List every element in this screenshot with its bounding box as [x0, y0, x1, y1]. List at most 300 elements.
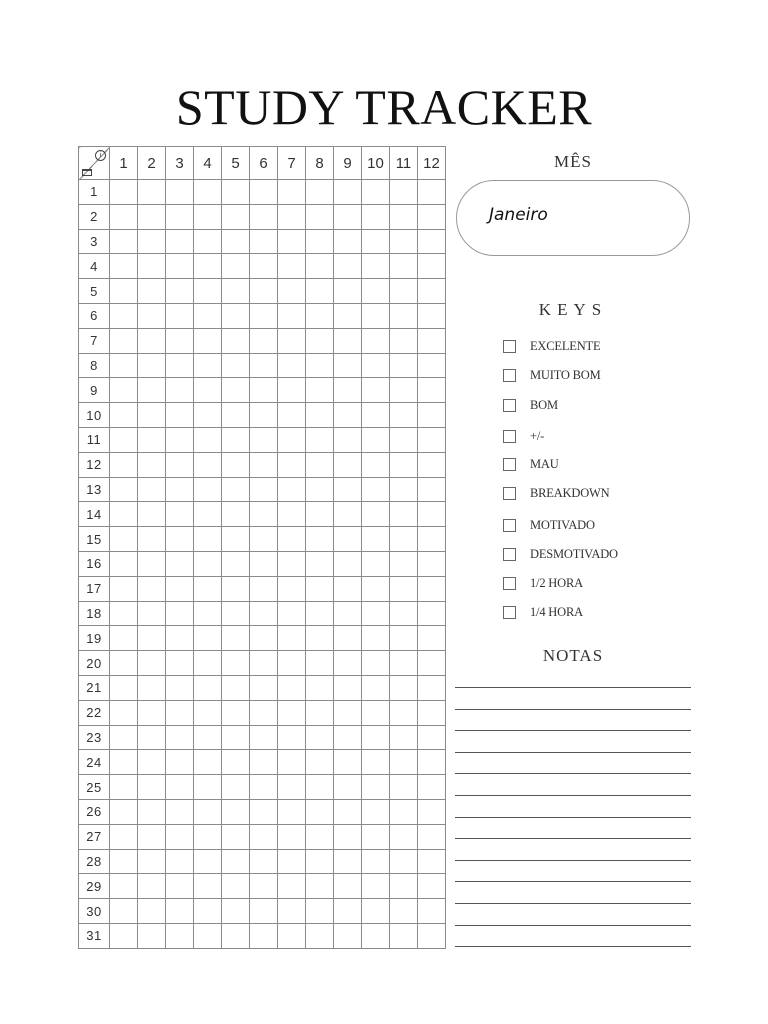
tracker-cell[interactable]	[138, 849, 166, 874]
tracker-cell[interactable]	[418, 403, 446, 428]
tracker-cell[interactable]	[278, 378, 306, 403]
tracker-cell[interactable]	[250, 576, 278, 601]
tracker-cell[interactable]	[278, 477, 306, 502]
tracker-cell[interactable]	[194, 378, 222, 403]
tracker-cell[interactable]	[138, 303, 166, 328]
tracker-cell[interactable]	[166, 601, 194, 626]
tracker-cell[interactable]	[110, 675, 138, 700]
tracker-cell[interactable]	[418, 725, 446, 750]
note-line[interactable]	[455, 838, 691, 839]
tracker-cell[interactable]	[222, 725, 250, 750]
tracker-cell[interactable]	[306, 700, 334, 725]
tracker-cell[interactable]	[390, 328, 418, 353]
tracker-cell[interactable]	[250, 427, 278, 452]
tracker-cell[interactable]	[362, 824, 390, 849]
tracker-cell[interactable]	[334, 527, 362, 552]
tracker-cell[interactable]	[334, 353, 362, 378]
tracker-cell[interactable]	[166, 303, 194, 328]
tracker-cell[interactable]	[194, 626, 222, 651]
tracker-cell[interactable]	[194, 874, 222, 899]
tracker-cell[interactable]	[334, 576, 362, 601]
tracker-cell[interactable]	[194, 180, 222, 205]
tracker-cell[interactable]	[194, 403, 222, 428]
key-checkbox[interactable]	[503, 548, 516, 561]
tracker-cell[interactable]	[166, 874, 194, 899]
tracker-cell[interactable]	[222, 824, 250, 849]
tracker-cell[interactable]	[194, 353, 222, 378]
tracker-cell[interactable]	[362, 923, 390, 948]
tracker-cell[interactable]	[334, 725, 362, 750]
tracker-cell[interactable]	[250, 204, 278, 229]
tracker-cell[interactable]	[278, 452, 306, 477]
tracker-cell[interactable]	[138, 204, 166, 229]
tracker-cell[interactable]	[194, 279, 222, 304]
key-item[interactable]	[503, 485, 609, 501]
tracker-cell[interactable]	[334, 303, 362, 328]
tracker-cell[interactable]	[306, 254, 334, 279]
tracker-cell[interactable]	[138, 378, 166, 403]
tracker-cell[interactable]	[334, 452, 362, 477]
tracker-cell[interactable]	[222, 502, 250, 527]
tracker-cell[interactable]	[194, 254, 222, 279]
tracker-cell[interactable]	[110, 328, 138, 353]
tracker-cell[interactable]	[250, 328, 278, 353]
tracker-cell[interactable]	[362, 353, 390, 378]
tracker-cell[interactable]	[110, 601, 138, 626]
tracker-cell[interactable]	[362, 775, 390, 800]
tracker-cell[interactable]	[138, 328, 166, 353]
tracker-cell[interactable]	[110, 180, 138, 205]
tracker-cell[interactable]	[166, 527, 194, 552]
tracker-cell[interactable]	[418, 874, 446, 899]
tracker-cell[interactable]	[166, 378, 194, 403]
note-line[interactable]	[455, 709, 691, 710]
tracker-cell[interactable]	[166, 328, 194, 353]
tracker-cell[interactable]	[166, 427, 194, 452]
tracker-cell[interactable]	[194, 204, 222, 229]
note-line[interactable]	[455, 817, 691, 818]
tracker-cell[interactable]	[110, 750, 138, 775]
key-checkbox[interactable]	[503, 577, 516, 590]
tracker-cell[interactable]	[194, 477, 222, 502]
tracker-cell[interactable]	[362, 651, 390, 676]
tracker-cell[interactable]	[138, 923, 166, 948]
tracker-cell[interactable]	[362, 601, 390, 626]
tracker-cell[interactable]	[222, 353, 250, 378]
tracker-cell[interactable]	[138, 874, 166, 899]
tracker-cell[interactable]	[110, 849, 138, 874]
note-line[interactable]	[455, 730, 691, 731]
tracker-cell[interactable]	[166, 849, 194, 874]
tracker-cell[interactable]	[418, 502, 446, 527]
tracker-cell[interactable]	[390, 824, 418, 849]
tracker-cell[interactable]	[138, 279, 166, 304]
tracker-cell[interactable]	[222, 527, 250, 552]
tracker-cell[interactable]	[110, 427, 138, 452]
tracker-cell[interactable]	[418, 651, 446, 676]
tracker-cell[interactable]	[306, 551, 334, 576]
note-line[interactable]	[455, 795, 691, 796]
tracker-cell[interactable]	[250, 303, 278, 328]
tracker-cell[interactable]	[334, 824, 362, 849]
tracker-cell[interactable]	[390, 651, 418, 676]
tracker-cell[interactable]	[222, 700, 250, 725]
tracker-cell[interactable]	[222, 204, 250, 229]
tracker-cell[interactable]	[194, 551, 222, 576]
tracker-cell[interactable]	[306, 775, 334, 800]
tracker-cell[interactable]	[306, 824, 334, 849]
tracker-cell[interactable]	[334, 477, 362, 502]
tracker-cell[interactable]	[222, 328, 250, 353]
tracker-cell[interactable]	[362, 204, 390, 229]
tracker-cell[interactable]	[166, 502, 194, 527]
tracker-cell[interactable]	[194, 527, 222, 552]
tracker-cell[interactable]	[278, 353, 306, 378]
tracker-cell[interactable]	[250, 923, 278, 948]
tracker-cell[interactable]	[166, 899, 194, 924]
tracker-cell[interactable]	[390, 180, 418, 205]
tracker-cell[interactable]	[390, 477, 418, 502]
tracker-cell[interactable]	[362, 427, 390, 452]
tracker-cell[interactable]	[306, 353, 334, 378]
tracker-cell[interactable]	[222, 899, 250, 924]
tracker-cell[interactable]	[250, 180, 278, 205]
tracker-cell[interactable]	[278, 303, 306, 328]
tracker-cell[interactable]	[138, 700, 166, 725]
tracker-cell[interactable]	[138, 601, 166, 626]
tracker-cell[interactable]	[418, 427, 446, 452]
tracker-cell[interactable]	[306, 180, 334, 205]
tracker-cell[interactable]	[362, 502, 390, 527]
key-checkbox[interactable]	[503, 369, 516, 382]
tracker-cell[interactable]	[278, 675, 306, 700]
tracker-cell[interactable]	[166, 452, 194, 477]
tracker-cell[interactable]	[222, 651, 250, 676]
tracker-cell[interactable]	[278, 427, 306, 452]
tracker-cell[interactable]	[166, 626, 194, 651]
tracker-cell[interactable]	[110, 452, 138, 477]
tracker-cell[interactable]	[110, 626, 138, 651]
tracker-cell[interactable]	[278, 700, 306, 725]
tracker-cell[interactable]	[278, 626, 306, 651]
tracker-cell[interactable]	[390, 601, 418, 626]
tracker-cell[interactable]	[306, 477, 334, 502]
tracker-cell[interactable]	[222, 229, 250, 254]
key-item[interactable]	[503, 367, 601, 383]
tracker-cell[interactable]	[222, 378, 250, 403]
key-item[interactable]	[503, 546, 618, 562]
tracker-cell[interactable]	[194, 601, 222, 626]
tracker-cell[interactable]	[222, 799, 250, 824]
tracker-cell[interactable]	[362, 700, 390, 725]
tracker-cell[interactable]	[362, 303, 390, 328]
tracker-cell[interactable]	[222, 403, 250, 428]
tracker-cell[interactable]	[110, 254, 138, 279]
tracker-cell[interactable]	[334, 874, 362, 899]
tracker-cell[interactable]	[166, 576, 194, 601]
tracker-cell[interactable]	[390, 527, 418, 552]
tracker-cell[interactable]	[110, 279, 138, 304]
tracker-cell[interactable]	[278, 799, 306, 824]
tracker-cell[interactable]	[194, 502, 222, 527]
tracker-cell[interactable]	[390, 675, 418, 700]
tracker-cell[interactable]	[250, 527, 278, 552]
tracker-cell[interactable]	[222, 477, 250, 502]
tracker-cell[interactable]	[138, 452, 166, 477]
tracker-cell[interactable]	[278, 849, 306, 874]
tracker-cell[interactable]	[390, 229, 418, 254]
tracker-cell[interactable]	[390, 849, 418, 874]
tracker-cell[interactable]	[194, 427, 222, 452]
tracker-cell[interactable]	[194, 452, 222, 477]
tracker-cell[interactable]	[194, 725, 222, 750]
tracker-cell[interactable]	[362, 675, 390, 700]
tracker-cell[interactable]	[194, 775, 222, 800]
tracker-cell[interactable]	[278, 601, 306, 626]
tracker-cell[interactable]	[418, 279, 446, 304]
tracker-cell[interactable]	[110, 229, 138, 254]
tracker-cell[interactable]	[166, 775, 194, 800]
tracker-cell[interactable]	[250, 229, 278, 254]
tracker-cell[interactable]	[362, 799, 390, 824]
tracker-cell[interactable]	[138, 775, 166, 800]
tracker-cell[interactable]	[334, 923, 362, 948]
tracker-cell[interactable]	[306, 452, 334, 477]
tracker-cell[interactable]	[418, 824, 446, 849]
tracker-cell[interactable]	[222, 303, 250, 328]
tracker-cell[interactable]	[138, 899, 166, 924]
tracker-cell[interactable]	[250, 601, 278, 626]
tracker-cell[interactable]	[250, 824, 278, 849]
tracker-cell[interactable]	[166, 353, 194, 378]
tracker-cell[interactable]	[110, 700, 138, 725]
tracker-cell[interactable]	[362, 279, 390, 304]
tracker-cell[interactable]	[194, 899, 222, 924]
tracker-cell[interactable]	[250, 899, 278, 924]
tracker-cell[interactable]	[418, 353, 446, 378]
tracker-cell[interactable]	[418, 254, 446, 279]
tracker-cell[interactable]	[418, 899, 446, 924]
tracker-cell[interactable]	[418, 477, 446, 502]
tracker-cell[interactable]	[306, 601, 334, 626]
tracker-cell[interactable]	[418, 204, 446, 229]
tracker-cell[interactable]	[334, 378, 362, 403]
tracker-cell[interactable]	[194, 750, 222, 775]
tracker-cell[interactable]	[390, 303, 418, 328]
tracker-cell[interactable]	[194, 576, 222, 601]
tracker-cell[interactable]	[166, 675, 194, 700]
tracker-cell[interactable]	[334, 229, 362, 254]
tracker-cell[interactable]	[390, 204, 418, 229]
tracker-cell[interactable]	[334, 700, 362, 725]
tracker-cell[interactable]	[362, 378, 390, 403]
tracker-cell[interactable]	[110, 651, 138, 676]
tracker-cell[interactable]	[222, 279, 250, 304]
tracker-cell[interactable]	[222, 849, 250, 874]
tracker-cell[interactable]	[306, 303, 334, 328]
tracker-cell[interactable]	[250, 626, 278, 651]
tracker-cell[interactable]	[166, 551, 194, 576]
tracker-cell[interactable]	[166, 403, 194, 428]
tracker-cell[interactable]	[306, 403, 334, 428]
tracker-cell[interactable]	[334, 799, 362, 824]
tracker-cell[interactable]	[138, 527, 166, 552]
tracker-cell[interactable]	[222, 874, 250, 899]
tracker-cell[interactable]	[250, 477, 278, 502]
tracker-cell[interactable]	[334, 601, 362, 626]
tracker-cell[interactable]	[138, 675, 166, 700]
tracker-cell[interactable]	[362, 477, 390, 502]
tracker-cell[interactable]	[278, 551, 306, 576]
tracker-cell[interactable]	[362, 576, 390, 601]
tracker-cell[interactable]	[306, 427, 334, 452]
note-line[interactable]	[455, 881, 691, 882]
tracker-cell[interactable]	[362, 849, 390, 874]
tracker-cell[interactable]	[390, 899, 418, 924]
tracker-cell[interactable]	[306, 229, 334, 254]
tracker-cell[interactable]	[222, 601, 250, 626]
tracker-cell[interactable]	[334, 279, 362, 304]
tracker-cell[interactable]	[278, 229, 306, 254]
tracker-cell[interactable]	[390, 254, 418, 279]
key-item[interactable]	[503, 517, 595, 533]
tracker-cell[interactable]	[278, 725, 306, 750]
tracker-cell[interactable]	[166, 279, 194, 304]
tracker-cell[interactable]	[166, 204, 194, 229]
tracker-cell[interactable]	[250, 675, 278, 700]
tracker-cell[interactable]	[138, 626, 166, 651]
tracker-cell[interactable]	[334, 403, 362, 428]
tracker-cell[interactable]	[418, 303, 446, 328]
key-checkbox[interactable]	[503, 340, 516, 353]
tracker-cell[interactable]	[110, 824, 138, 849]
tracker-cell[interactable]	[306, 527, 334, 552]
tracker-cell[interactable]	[334, 899, 362, 924]
note-line[interactable]	[455, 925, 691, 926]
tracker-cell[interactable]	[306, 378, 334, 403]
tracker-cell[interactable]	[194, 700, 222, 725]
tracker-cell[interactable]	[194, 651, 222, 676]
tracker-cell[interactable]	[278, 874, 306, 899]
tracker-cell[interactable]	[390, 452, 418, 477]
tracker-cell[interactable]	[306, 576, 334, 601]
tracker-cell[interactable]	[138, 353, 166, 378]
tracker-cell[interactable]	[278, 403, 306, 428]
tracker-cell[interactable]	[138, 799, 166, 824]
tracker-cell[interactable]	[138, 229, 166, 254]
tracker-cell[interactable]	[110, 899, 138, 924]
tracker-cell[interactable]	[250, 254, 278, 279]
tracker-cell[interactable]	[390, 502, 418, 527]
tracker-cell[interactable]	[418, 675, 446, 700]
tracker-cell[interactable]	[250, 849, 278, 874]
tracker-cell[interactable]	[194, 849, 222, 874]
tracker-cell[interactable]	[110, 353, 138, 378]
tracker-cell[interactable]	[362, 452, 390, 477]
tracker-cell[interactable]	[362, 750, 390, 775]
tracker-cell[interactable]	[194, 328, 222, 353]
tracker-cell[interactable]	[306, 750, 334, 775]
tracker-cell[interactable]	[334, 427, 362, 452]
tracker-cell[interactable]	[306, 923, 334, 948]
tracker-cell[interactable]	[110, 725, 138, 750]
tracker-cell[interactable]	[278, 502, 306, 527]
tracker-cell[interactable]	[306, 651, 334, 676]
tracker-cell[interactable]	[250, 700, 278, 725]
tracker-cell[interactable]	[278, 279, 306, 304]
tracker-cell[interactable]	[250, 279, 278, 304]
tracker-cell[interactable]	[110, 477, 138, 502]
tracker-cell[interactable]	[362, 626, 390, 651]
tracker-cell[interactable]	[418, 180, 446, 205]
tracker-cell[interactable]	[362, 527, 390, 552]
tracker-cell[interactable]	[278, 923, 306, 948]
tracker-cell[interactable]	[334, 750, 362, 775]
tracker-cell[interactable]	[306, 725, 334, 750]
tracker-cell[interactable]	[278, 328, 306, 353]
tracker-cell[interactable]	[418, 849, 446, 874]
note-line[interactable]	[455, 752, 691, 753]
tracker-cell[interactable]	[418, 229, 446, 254]
tracker-cell[interactable]	[110, 551, 138, 576]
note-line[interactable]	[455, 687, 691, 688]
tracker-cell[interactable]	[166, 700, 194, 725]
tracker-cell[interactable]	[138, 254, 166, 279]
key-item[interactable]	[503, 575, 583, 591]
tracker-cell[interactable]	[138, 403, 166, 428]
tracker-cell[interactable]	[334, 180, 362, 205]
tracker-cell[interactable]	[166, 254, 194, 279]
tracker-cell[interactable]	[110, 502, 138, 527]
tracker-cell[interactable]	[110, 378, 138, 403]
tracker-cell[interactable]	[362, 328, 390, 353]
tracker-cell[interactable]	[306, 204, 334, 229]
key-item[interactable]	[503, 338, 600, 354]
tracker-cell[interactable]	[306, 675, 334, 700]
note-line[interactable]	[455, 903, 691, 904]
tracker-cell[interactable]	[110, 204, 138, 229]
tracker-cell[interactable]	[166, 651, 194, 676]
tracker-cell[interactable]	[390, 353, 418, 378]
tracker-cell[interactable]	[222, 750, 250, 775]
tracker-cell[interactable]	[222, 254, 250, 279]
tracker-cell[interactable]	[194, 824, 222, 849]
tracker-cell[interactable]	[418, 775, 446, 800]
tracker-cell[interactable]	[194, 229, 222, 254]
tracker-cell[interactable]	[110, 576, 138, 601]
tracker-cell[interactable]	[194, 923, 222, 948]
tracker-cell[interactable]	[222, 180, 250, 205]
tracker-cell[interactable]	[222, 452, 250, 477]
tracker-cell[interactable]	[138, 477, 166, 502]
tracker-cell[interactable]	[278, 899, 306, 924]
tracker-cell[interactable]	[306, 799, 334, 824]
tracker-cell[interactable]	[334, 775, 362, 800]
tracker-cell[interactable]	[138, 824, 166, 849]
tracker-cell[interactable]	[138, 551, 166, 576]
tracker-cell[interactable]	[362, 403, 390, 428]
tracker-cell[interactable]	[390, 750, 418, 775]
tracker-cell[interactable]	[166, 824, 194, 849]
tracker-cell[interactable]	[306, 899, 334, 924]
tracker-cell[interactable]	[418, 799, 446, 824]
tracker-cell[interactable]	[194, 303, 222, 328]
tracker-cell[interactable]	[418, 328, 446, 353]
tracker-cell[interactable]	[278, 180, 306, 205]
tracker-cell[interactable]	[250, 725, 278, 750]
tracker-cell[interactable]	[110, 923, 138, 948]
tracker-cell[interactable]	[250, 551, 278, 576]
